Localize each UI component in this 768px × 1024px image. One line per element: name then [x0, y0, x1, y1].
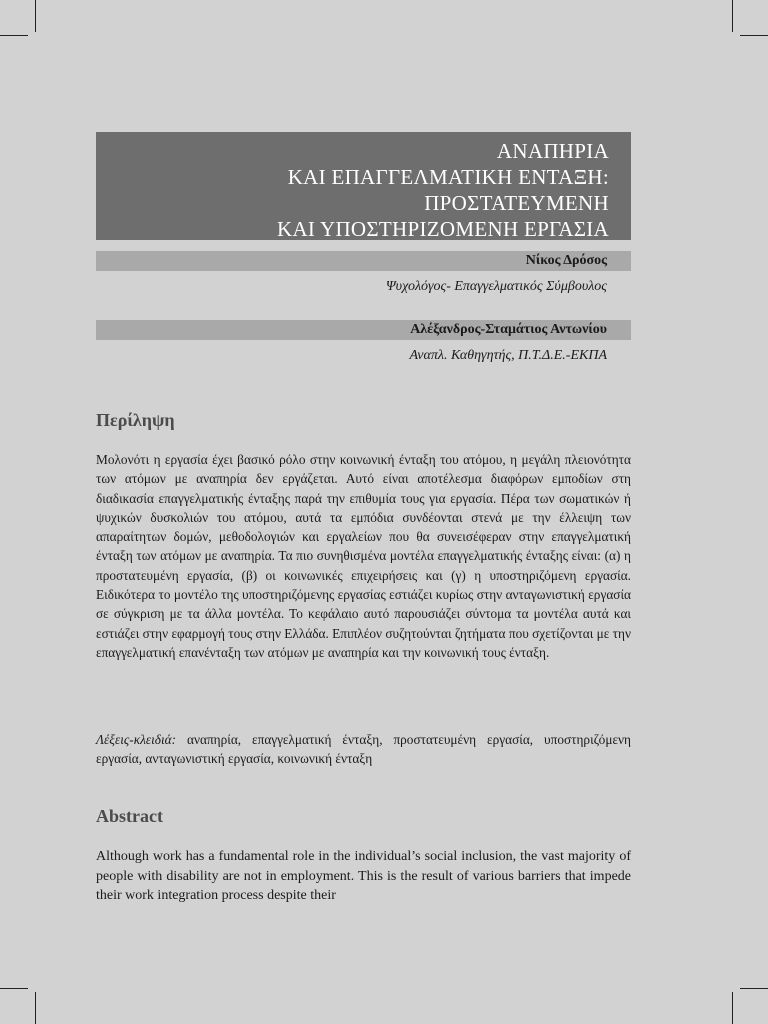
- author-affiliation: Αναπλ. Καθηγητής, Π.Τ.Δ.Ε.-ΕΚΠΑ: [409, 348, 607, 363]
- abstract-heading: Abstract: [96, 806, 163, 826]
- article-title: [96, 132, 631, 240]
- crop-mark: [0, 988, 28, 989]
- crop-mark: [740, 35, 768, 36]
- author-name: Αλέξανδρος-Σταμάτιος Αντωνίου: [96, 320, 631, 340]
- title-line: ΚΑΙ ΥΠΟΣΤΗΡΙΖΟΜΕΝΗ ΕΡΓΑΣΙΑ: [277, 217, 609, 241]
- crop-mark: [35, 992, 36, 1024]
- keywords-label: Λέξεις-κλειδιά:: [96, 732, 177, 747]
- crop-mark: [732, 992, 733, 1024]
- author-name: Νίκος Δρόσος: [96, 251, 631, 271]
- keywords: [96, 730, 631, 769]
- title-line: ΚΑΙ ΕΠΑΓΓΕΛΜΑΤΙΚΗ ΕΝΤΑΞΗ:: [287, 165, 609, 189]
- crop-mark: [732, 0, 733, 32]
- author-affiliation: Ψυχολόγος- Επαγγελματικός Σύμβουλος: [385, 279, 607, 294]
- abstract-text: Although work has a fundamental role in the individual’s social inclusion, the vast majority of people with disability are not in employment. This is the result of various barriers that impede their work integration process despite their: [96, 849, 631, 903]
- crop-mark: [0, 35, 28, 36]
- crop-mark: [35, 0, 36, 32]
- summary-text: Μολονότι η εργασία έχει βασικό ρόλο στην κοινωνική ένταξη του ατόμου, η μεγάλη πλειονότητα των ατόμων με αναπηρία δεν εργάζεται. Αυτό είναι αποτέλεσμα διαφόρων εμποδίων στη διαδικασία επαγγελματικής ένταξης παρά την επιθυμία τους για εργασία. Πέρα των σωματικών ή ψυχικών δυσκολιών του ατόμου, αυτά τα εμπόδια συνδέονται στενά με την έλλειψη των απαραίτητων δομών, μεθοδολογιών και εργαλείων που θα συνεισέφεραν στην επαγγελματική ένταξη των ατόμων με αναπηρία. Τα πιο συνηθισμένα μοντέλα επαγγελματικής ένταξης είναι: (α) η προστατευμένη εργασία, (β) οι κοινωνικές επιχειρήσεις και (γ) η υποστηριζόμενη εργασία. Ειδικότερα το μοντέλο της υποστηριζόμενης εργασίας εστιάζει κυρίως στην ανταγωνιστική εργασία σε σύγκριση με τα άλλα μοντέλα. Το κεφάλαιο αυτό παρουσιάζει σύντομα τα μοντέλα αυτά και εστιάζει στην εφαρμογή τους στην Ελλάδα. Επιπλέον συζητούνται ζητήματα που σχετίζονται με την επαγγελματική επανένταξη των ατόμων με αναπηρία και την κοινωνική τους ένταξη.: [96, 452, 631, 660]
- crop-mark: [740, 988, 768, 989]
- summary-heading: Περίληψη: [96, 410, 175, 430]
- title-line: ΠΡΟΣΤΑΤΕΥΜΕΝΗ: [424, 191, 609, 215]
- keywords-list: αναπηρία, επαγγελματική ένταξη, προστατευμένη εργασία, υποστηριζόμενη εργασία, ανταγωνιστική εργασία, κοινωνική ένταξη: [96, 732, 631, 767]
- title-line: ΑΝΑΠΗΡΙΑ: [496, 139, 609, 163]
